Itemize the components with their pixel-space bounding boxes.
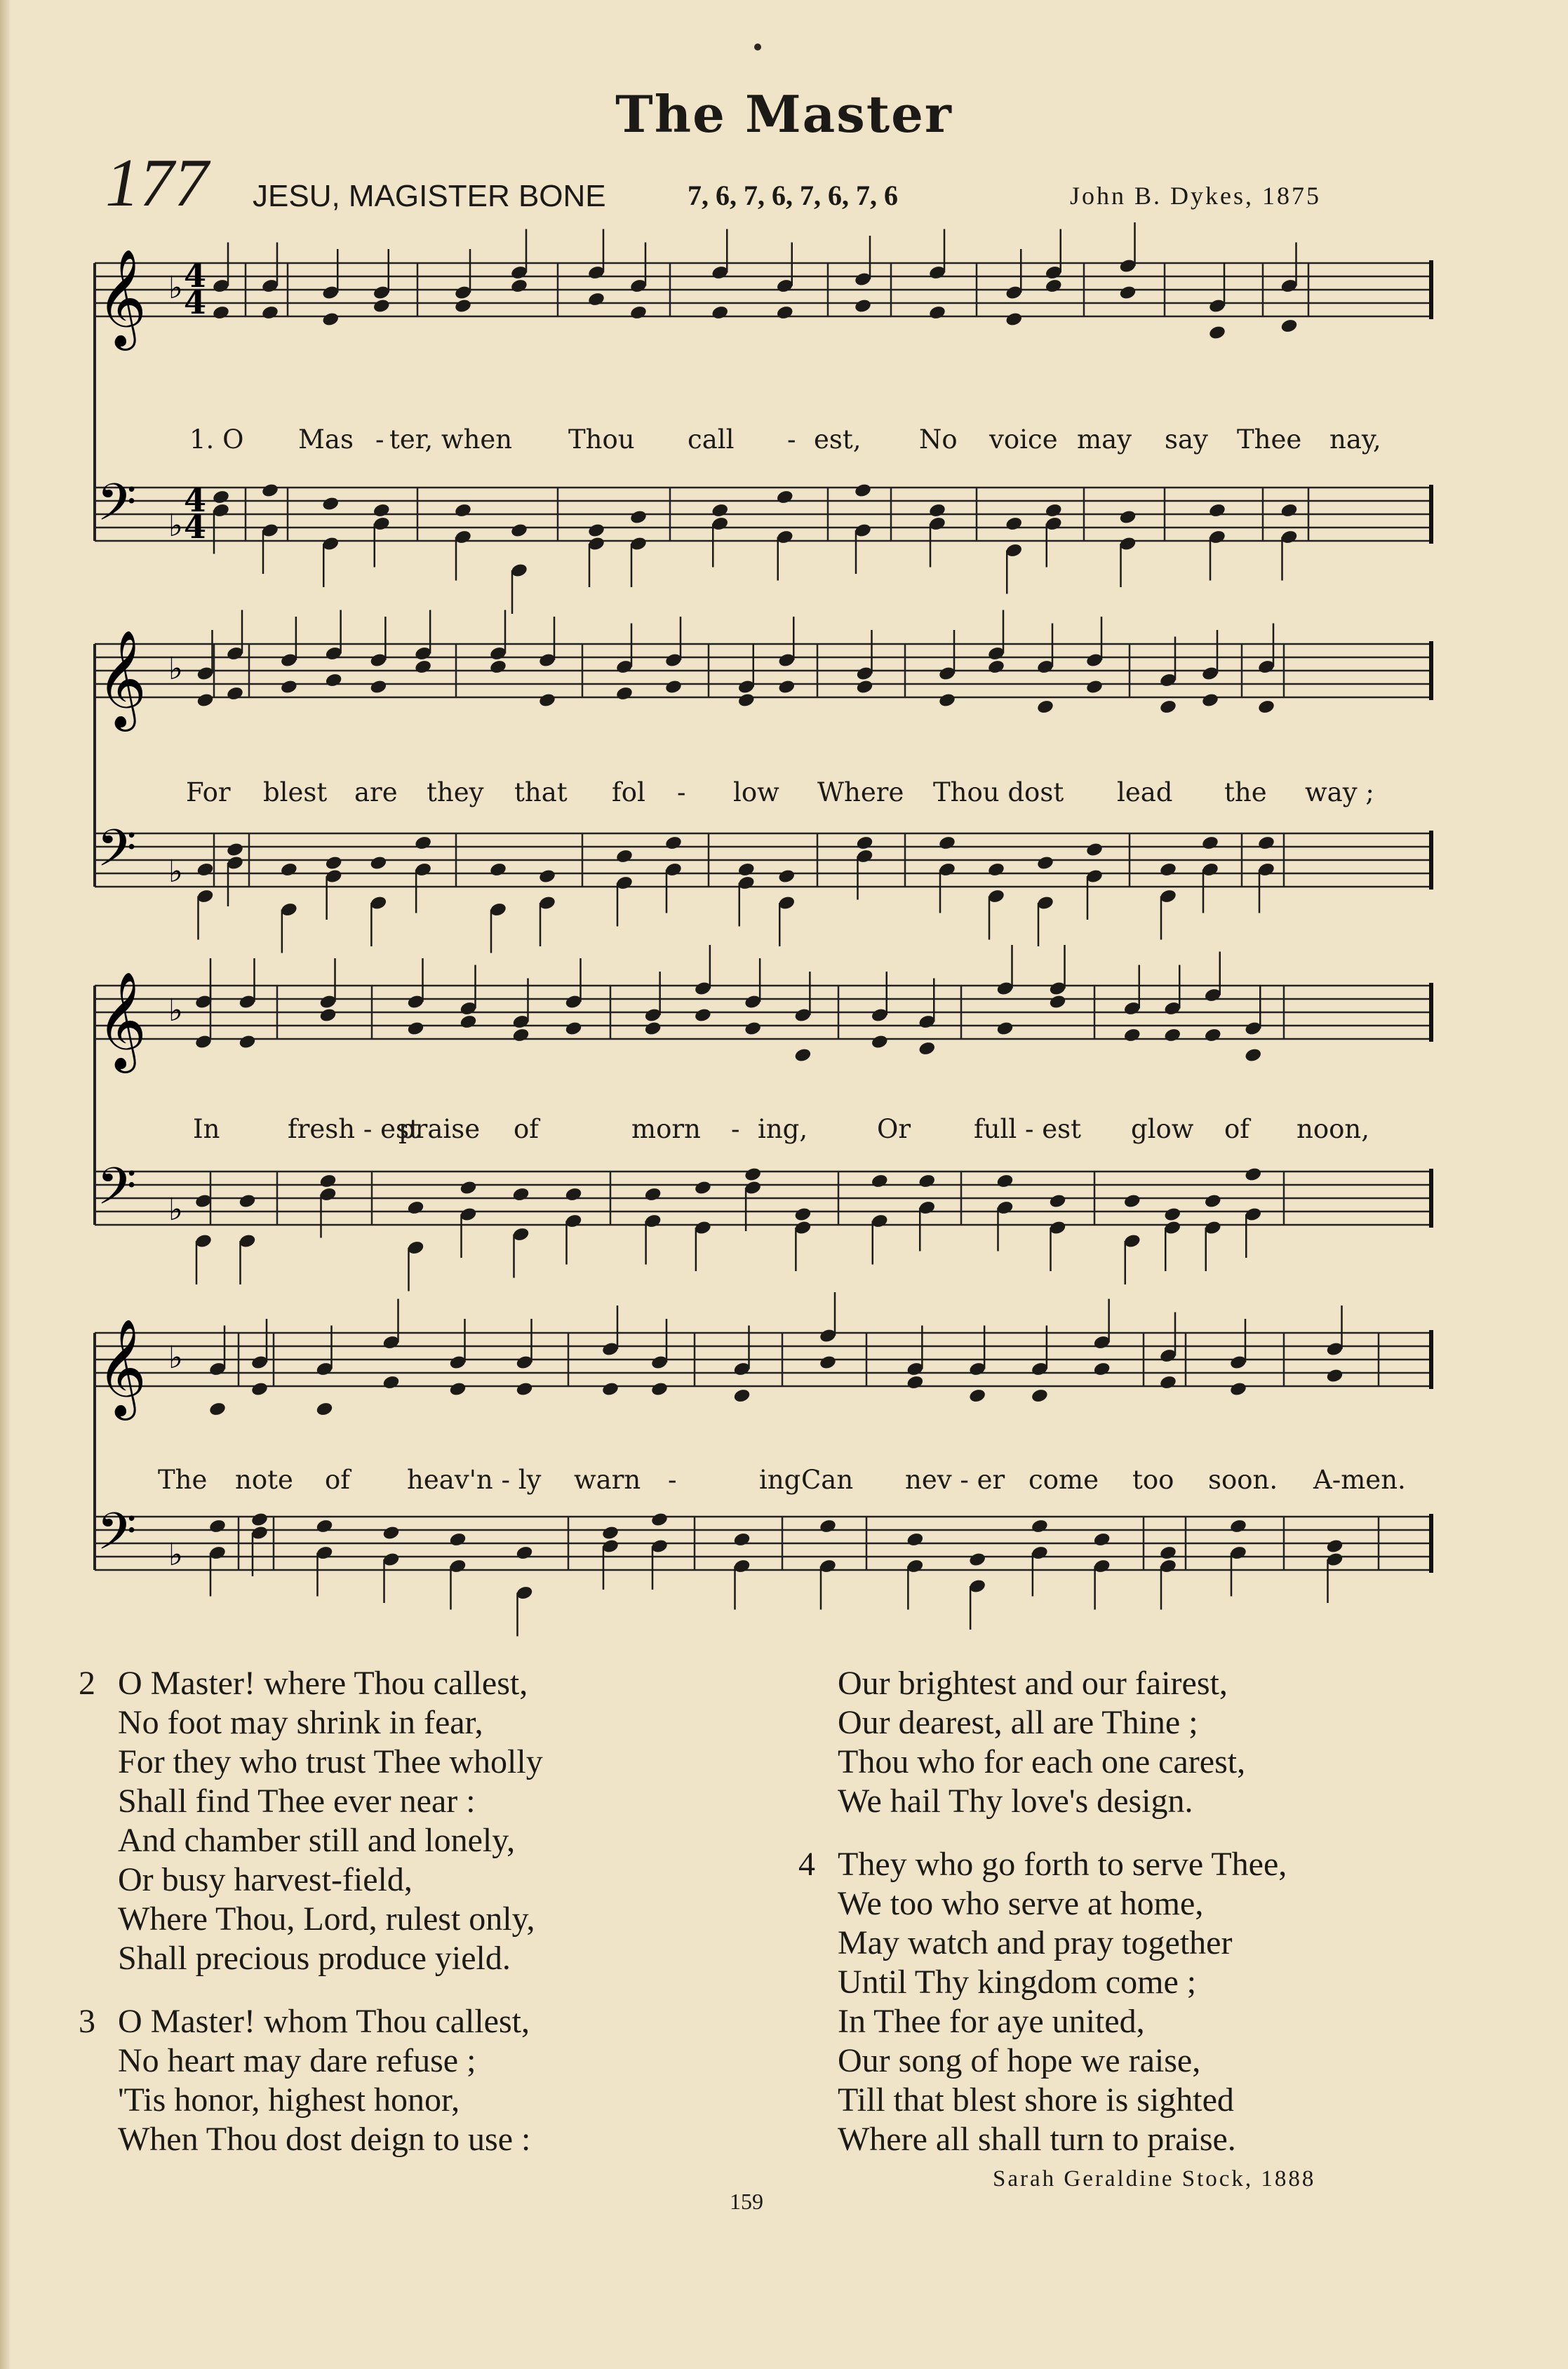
- notehead: [382, 1525, 400, 1541]
- notehead: [711, 304, 729, 321]
- notehead: [1201, 692, 1219, 709]
- notehead: [587, 523, 605, 539]
- lyric-syllable: way ;: [1305, 777, 1374, 807]
- notehead: [1118, 285, 1137, 301]
- notehead: [1031, 1518, 1049, 1534]
- notehead: [855, 835, 873, 851]
- lyric-syllable: noon,: [1296, 1114, 1369, 1144]
- notehead: [538, 692, 556, 709]
- lyric-syllable: come: [1028, 1465, 1099, 1495]
- notehead: [737, 861, 756, 878]
- notehead: [250, 1381, 269, 1397]
- notehead: [538, 868, 556, 885]
- notehead: [1005, 311, 1023, 328]
- lyric-syllable: -: [375, 424, 384, 455]
- key-flat: ♭: [168, 993, 183, 1028]
- notehead: [261, 483, 279, 499]
- lyric-syllable: of: [514, 1114, 539, 1144]
- key-flat: ♭: [168, 651, 183, 687]
- lyric-syllable: ing,: [758, 1114, 808, 1144]
- stanza-line-text: Shall find Thee ever near :: [118, 1783, 476, 1820]
- stanza-line-text: Thou who for each one carest,: [838, 1743, 1246, 1780]
- notehead: [938, 835, 956, 851]
- stanza-line-text: O Master! where Thou callest,: [118, 1665, 528, 1702]
- lyric-syllable: warn: [574, 1465, 641, 1495]
- notehead: [1325, 1368, 1343, 1384]
- bass-clef: 𝄢: [97, 818, 137, 890]
- stanza-line-text: In Thee for aye united,: [838, 2003, 1145, 2040]
- notehead: [250, 1512, 269, 1528]
- notehead: [1045, 502, 1063, 518]
- notehead: [777, 679, 796, 695]
- key-flat: ♭: [168, 270, 183, 306]
- lyric-syllable: may: [1077, 424, 1132, 455]
- time-signature-digit: 4: [184, 508, 207, 546]
- notehead: [871, 1034, 889, 1050]
- notehead: [819, 1355, 837, 1371]
- notehead: [1005, 516, 1023, 532]
- stanza: [79, 2002, 543, 2159]
- lyric-syllable: The: [158, 1465, 208, 1495]
- lyric-syllable: note: [235, 1465, 293, 1495]
- notehead: [664, 679, 683, 695]
- notehead: [601, 1525, 619, 1541]
- notehead: [928, 502, 946, 518]
- notehead: [196, 861, 214, 878]
- lyric-syllable: are: [354, 777, 398, 807]
- lyric-syllable: -: [731, 1114, 740, 1144]
- notehead: [489, 861, 507, 878]
- notehead: [1031, 1388, 1049, 1404]
- notehead: [448, 1381, 467, 1397]
- stanza-number: 3: [79, 2003, 95, 2040]
- stanza-line: [798, 1845, 1287, 1884]
- notehead: [996, 1021, 1014, 1037]
- notehead: [238, 1193, 256, 1209]
- notehead: [280, 679, 298, 695]
- notehead: [1045, 278, 1063, 294]
- time-signature-digit: 4: [184, 257, 207, 295]
- notehead: [776, 489, 794, 505]
- notehead: [1159, 861, 1177, 878]
- notehead: [629, 304, 648, 321]
- notehead: [1257, 835, 1275, 851]
- notehead: [1048, 994, 1066, 1010]
- notehead: [601, 1381, 619, 1397]
- notehead: [744, 1167, 762, 1183]
- lyric-syllable: soon.: [1208, 1465, 1278, 1495]
- notehead: [564, 1186, 582, 1202]
- treble-clef: 𝄞: [97, 972, 147, 1069]
- notehead: [629, 509, 648, 525]
- key-flat: ♭: [168, 854, 183, 890]
- key-flat: ♭: [168, 1340, 183, 1376]
- notehead: [1159, 1374, 1177, 1390]
- stanza-line: [798, 1664, 1287, 1703]
- stanza-line-text: Where all shall turn to praise.: [838, 2121, 1236, 2158]
- notehead: [1163, 1027, 1181, 1043]
- stanza-line-text: They who go forth to serve Thee,: [838, 1846, 1287, 1883]
- stanza-line-text: Our brightest and our fairest,: [838, 1665, 1228, 1702]
- lyric-syllable: call: [688, 424, 735, 455]
- lyric-syllable: say: [1165, 424, 1208, 455]
- notehead: [406, 1021, 424, 1037]
- notehead: [776, 304, 794, 321]
- lyric-syllable: -: [787, 424, 796, 455]
- lyric-syllable: that: [514, 777, 568, 807]
- notehead: [996, 1173, 1014, 1189]
- notehead: [1204, 1193, 1222, 1209]
- lyric-syllable: -: [668, 1465, 677, 1495]
- lyric-syllable: 1. O: [189, 424, 244, 455]
- notehead: [1159, 1545, 1177, 1561]
- notehead: [325, 672, 343, 688]
- stanza-line: [79, 1782, 543, 1821]
- lyric-syllable: glow: [1131, 1114, 1194, 1144]
- stanza-number: 2: [79, 1665, 95, 1702]
- notehead: [938, 692, 956, 709]
- notehead: [369, 855, 387, 871]
- notehead: [854, 483, 872, 499]
- stanza-line-text: Our song of hope we raise,: [838, 2042, 1201, 2079]
- notehead: [855, 679, 873, 695]
- stanza-line: [798, 1924, 1287, 1963]
- lyric-syllable: fol: [612, 777, 645, 807]
- notehead: [459, 1014, 477, 1030]
- text-author: Sarah Geraldine Stock, 1888: [993, 2166, 1316, 2192]
- notehead: [1123, 1193, 1141, 1209]
- stanza-line: [798, 1884, 1287, 1924]
- notehead: [280, 861, 298, 878]
- notehead: [510, 278, 528, 294]
- notehead: [511, 1186, 530, 1202]
- notehead: [226, 685, 244, 702]
- lyric-syllable: of: [1224, 1114, 1249, 1144]
- notehead: [454, 502, 472, 518]
- notehead: [1280, 318, 1298, 334]
- notehead: [1036, 855, 1054, 871]
- notehead: [406, 1200, 424, 1216]
- stanza-line-text: 'Tis honor, highest honor,: [118, 2081, 460, 2119]
- stanza-line-text: When Thou dost deign to use :: [118, 2121, 531, 2158]
- notehead: [212, 489, 230, 505]
- notehead: [918, 1173, 936, 1189]
- lyric-syllable: the: [1224, 777, 1267, 807]
- stanza-line: [79, 1860, 543, 1900]
- notehead: [319, 1007, 337, 1024]
- stanza-line: [79, 2002, 543, 2041]
- notehead: [511, 1027, 530, 1043]
- lyric-syllable: too: [1132, 1465, 1174, 1495]
- notehead: [987, 861, 1005, 878]
- notehead: [515, 1545, 533, 1561]
- stanza: [79, 1664, 543, 1978]
- notehead: [414, 835, 432, 851]
- stanza-line-text: For they who trust Thee wholly: [118, 1743, 543, 1780]
- lyric-syllable: ing: [759, 1465, 801, 1495]
- lyric-syllable: In: [193, 1114, 220, 1144]
- notehead: [414, 659, 432, 675]
- notehead: [208, 1518, 227, 1534]
- notehead: [1208, 502, 1226, 518]
- notehead: [382, 1374, 400, 1390]
- notehead: [321, 496, 340, 512]
- lyric-syllable: -: [677, 777, 686, 807]
- stanzas-right: [798, 1664, 1287, 2159]
- notehead: [777, 868, 796, 885]
- notehead: [732, 1531, 751, 1548]
- time-signature-digit: 4: [184, 283, 207, 321]
- stanza-line: [79, 1900, 543, 1939]
- stanza-line-text: Shall precious produce yield.: [118, 1940, 511, 1977]
- lyric-syllable: of: [325, 1465, 350, 1495]
- stanza-line: [798, 1963, 1287, 2002]
- lyric-syllable: voice: [989, 424, 1058, 455]
- notehead: [906, 1374, 924, 1390]
- stanza-line: [798, 1782, 1287, 1821]
- lyric-syllable: nev - er: [905, 1465, 1005, 1495]
- stanza-line: [79, 1821, 543, 1860]
- notehead: [489, 659, 507, 675]
- lyric-syllable: blest: [263, 777, 328, 807]
- notehead: [208, 1401, 227, 1417]
- lyric-syllable: For: [186, 777, 231, 807]
- notehead: [854, 298, 872, 314]
- notehead: [694, 1007, 712, 1024]
- stanza-line: [79, 1664, 543, 1703]
- notehead: [711, 502, 729, 518]
- notehead: [1201, 835, 1219, 851]
- bass-clef: 𝄢: [97, 1501, 137, 1573]
- notehead: [819, 1518, 837, 1534]
- stanza-line: [79, 2081, 543, 2120]
- lyric-syllable: Thou dost: [933, 777, 1064, 807]
- stanza-line-text: And chamber still and lonely,: [118, 1822, 516, 1859]
- stanza-line: [79, 1743, 543, 1782]
- stanza-line: [798, 2081, 1287, 2120]
- lyric-syllable: they: [427, 777, 484, 807]
- lyric-syllable: Thou: [568, 424, 635, 455]
- notehead: [737, 692, 756, 709]
- stanza-line-text: O Master! whom Thou callest,: [118, 2003, 530, 2040]
- lyric-syllable: Thee: [1237, 424, 1302, 455]
- stanza-line-text: No foot may shrink in fear,: [118, 1704, 483, 1741]
- treble-clef: 𝄞: [97, 1319, 147, 1416]
- lyric-syllable: full - est: [974, 1114, 1081, 1144]
- notehead: [373, 298, 391, 314]
- lyric-syllable: No: [919, 424, 958, 455]
- tune-name: JESU, MAGISTER BONE: [253, 179, 606, 213]
- stanza-line-text: We hail Thy love's design.: [838, 1783, 1193, 1820]
- notehead: [650, 1512, 669, 1528]
- notehead: [226, 842, 244, 858]
- stanza-line-text: Where Thou, Lord, rulest only,: [118, 1900, 535, 1938]
- lyric-syllable: Where: [817, 777, 904, 807]
- notehead: [732, 1388, 751, 1404]
- notehead: [1085, 842, 1104, 858]
- stanza-line: [798, 2120, 1287, 2159]
- notehead: [694, 1180, 712, 1196]
- stanza-line-text: We too who serve at home,: [838, 1885, 1204, 1922]
- notehead: [1085, 679, 1104, 695]
- notehead: [928, 304, 946, 321]
- stanza-line-text: Or busy harvest-field,: [118, 1861, 413, 1898]
- notehead: [238, 1034, 256, 1050]
- stanza-line-text: Till that blest shore is sighted: [838, 2081, 1234, 2119]
- notehead: [987, 659, 1005, 675]
- stanza-line-text: Our dearest, all are Thine ;: [838, 1704, 1198, 1741]
- page-number: 159: [730, 2189, 763, 2214]
- notehead: [1123, 1027, 1141, 1043]
- stanza-line: [798, 2002, 1287, 2041]
- notehead: [1229, 1381, 1247, 1397]
- stanzas-left: [79, 1664, 543, 2159]
- lyric-syllable: praise: [398, 1114, 481, 1144]
- lyric-syllable: A-men.: [1313, 1465, 1406, 1495]
- notehead: [587, 291, 605, 307]
- notehead: [510, 523, 528, 539]
- stanza-line: [79, 2041, 543, 2081]
- notehead: [793, 1047, 812, 1063]
- notehead: [321, 311, 340, 328]
- notehead: [968, 1552, 986, 1568]
- lyric-syllable: est,: [814, 424, 862, 455]
- notehead: [1257, 699, 1275, 715]
- notehead: [1036, 699, 1054, 715]
- notehead: [448, 1531, 467, 1548]
- stanza: [798, 1845, 1287, 2159]
- notehead: [615, 848, 634, 864]
- notehead: [871, 1173, 889, 1189]
- notehead: [515, 1381, 533, 1397]
- key-flat: ♭: [168, 1192, 183, 1228]
- notehead: [744, 1021, 762, 1037]
- notehead: [459, 1180, 477, 1196]
- notehead: [564, 1021, 582, 1037]
- stanza-line-text: No heart may dare refuse ;: [118, 2042, 476, 2079]
- notehead: [315, 1401, 333, 1417]
- composer-credit: John B. Dykes, 1875: [1070, 182, 1322, 210]
- stanza-line: [798, 1743, 1287, 1782]
- stanza-line-text: May watch and pray together: [838, 1924, 1233, 1961]
- notehead: [212, 304, 230, 321]
- notehead: [1204, 1027, 1222, 1043]
- lyric-syllable: lead: [1117, 777, 1173, 807]
- lyric-syllable: heav'n - ly: [407, 1465, 542, 1495]
- notehead: [644, 1021, 662, 1037]
- stanza-line: [798, 1703, 1287, 1743]
- notehead: [1163, 1207, 1181, 1223]
- notehead: [1244, 1167, 1262, 1183]
- stanza-line: [798, 2041, 1287, 2081]
- bass-clef: 𝄢: [97, 472, 137, 544]
- lyric-syllable: fresh - est: [288, 1114, 420, 1144]
- notehead: [1159, 699, 1177, 715]
- notehead: [1118, 509, 1137, 525]
- lyric-syllable: nay,: [1329, 424, 1381, 455]
- notehead: [793, 1207, 812, 1223]
- notehead: [1093, 1531, 1111, 1548]
- stanza-line: [79, 2120, 543, 2159]
- hymn-number: 177: [105, 145, 208, 221]
- key-flat: ♭: [168, 508, 183, 544]
- notehead: [615, 685, 634, 702]
- notehead: [319, 1173, 337, 1189]
- stanza-number: 4: [798, 1846, 815, 1883]
- notehead: [1093, 1361, 1111, 1377]
- notehead: [369, 679, 387, 695]
- notehead: [906, 1531, 924, 1548]
- treble-clef: 𝄞: [97, 630, 147, 727]
- stanza-line: [79, 1703, 543, 1743]
- notehead: [644, 1186, 662, 1202]
- lyric-syllable: Can: [801, 1465, 854, 1495]
- notehead: [196, 692, 214, 709]
- notehead: [968, 1388, 986, 1404]
- stanza: [798, 1664, 1287, 1821]
- notehead: [1244, 1047, 1262, 1063]
- stanza-line: [79, 1939, 543, 1978]
- notehead: [1208, 325, 1226, 341]
- notehead: [454, 298, 472, 314]
- notehead: [315, 1518, 333, 1534]
- lyric-syllable: morn: [631, 1114, 701, 1144]
- meter: 7, 6, 7, 6, 7, 6, 7, 6: [688, 180, 898, 211]
- notehead: [1229, 1518, 1247, 1534]
- notehead: [664, 835, 683, 851]
- notehead: [325, 855, 343, 871]
- notehead: [1048, 1193, 1066, 1209]
- lyric-syllable: Mas: [298, 424, 354, 455]
- key-flat: ♭: [168, 1537, 183, 1573]
- notehead: [1325, 1538, 1343, 1555]
- lyric-syllable: low: [733, 777, 779, 807]
- time-signature-digit: 4: [184, 481, 207, 519]
- notehead: [650, 1381, 669, 1397]
- lyric-syllable: ter, when: [389, 424, 513, 455]
- notehead: [918, 1040, 936, 1056]
- lyric-syllable: Or: [877, 1114, 911, 1144]
- stanza-line-text: Until Thy kingdom come ;: [838, 1964, 1197, 2001]
- notehead: [373, 502, 391, 518]
- notehead: [261, 304, 279, 321]
- hymn-title: The Master: [615, 84, 953, 144]
- treble-clef: 𝄞: [97, 249, 147, 347]
- notehead: [1280, 502, 1298, 518]
- bass-clef: 𝄢: [97, 1156, 137, 1228]
